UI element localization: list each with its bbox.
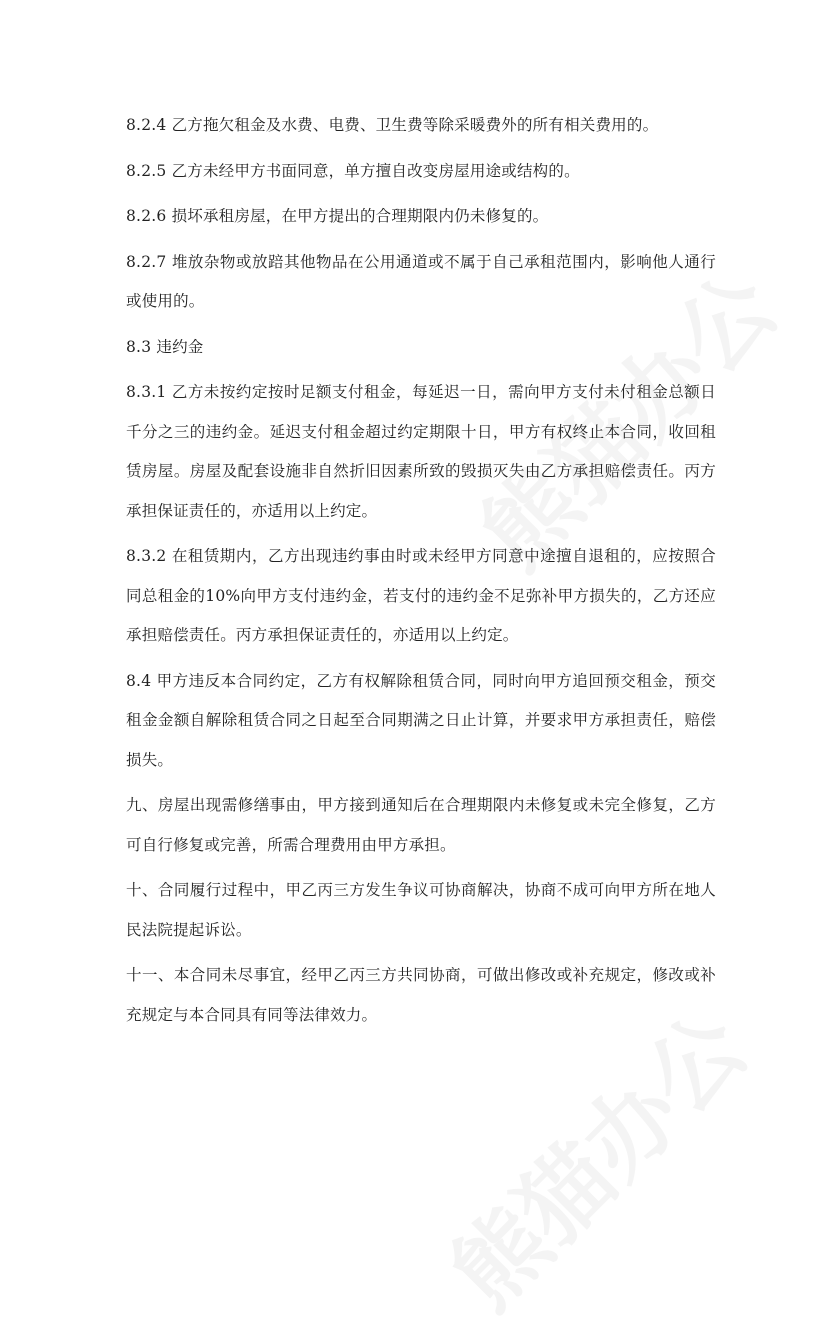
clause-8-4: 8.4 甲方违反本合同约定，乙方有权解除租赁合同，同时向甲方追回预交租金，预交租金金额自解除租赁合同之日起至合同期满之日止计算，并要求甲方承担责任，赔偿损失。: [126, 671, 716, 769]
clause-8-3-1: 8.3.1 乙方未按约定按时足额支付租金，每延迟一日，需向甲方支付未付租金总额日千分之三的违约金。延迟支付租金超过约定期限十日，甲方有权终止本合同，收回租赁房屋。房屋及配套设施非自然折旧因素所致的毁损灭失由乙方承担赔偿责任。丙方承担保证责任的，亦适用以上约定。: [126, 383, 716, 520]
article-10: 十、合同履行过程中，甲乙丙三方发生争议可协商解决，协商不成可向甲方所在地人民法院提起诉讼。: [126, 881, 716, 939]
article-9: 九、房屋出现需修缮事由，甲方接到通知后在合理期限内未修复或未完全修复，乙方可自行修复或完善，所需合理费用由甲方承担。: [126, 796, 716, 854]
clause-8-2-5: 8.2.5 乙方未经甲方书面同意，单方擅自改变房屋用途或结构的。: [126, 161, 580, 180]
clause-8-2-6: 8.2.6 损坏承租房屋，在甲方提出的合理期限内仍未修复的。: [126, 207, 549, 225]
document-body: [126, 106, 716, 1041]
article-11: 十一、本合同未尽事宜，经甲乙丙三方共同协商，可做出修改或补充规定，修改或补充规定与本合同具有同等法律效力。: [126, 966, 716, 1024]
clause-8-3-2: 8.3.2 在租赁期内，乙方出现违约事由时或未经甲方同意中途擅自退租的，应按照合同总租金的10%向甲方支付违约金，若支付的违约金不足弥补甲方损失的，乙方还应承担赔偿责任。丙方承担保证责任的，亦适用以上约定。: [126, 547, 716, 644]
clause-8-2-7: 8.2.7 堆放杂物或放踣其他物品在公用通道或不属于自己承租范围内，影响他人通行或使用的。: [126, 252, 716, 310]
section-heading-8-3: 8.3 违约金: [126, 337, 204, 356]
clause-8-2-4: 8.2.4 乙方拖欠租金及水费、电费、卫生费等除采暖费外的所有相关费用的。: [126, 116, 659, 134]
